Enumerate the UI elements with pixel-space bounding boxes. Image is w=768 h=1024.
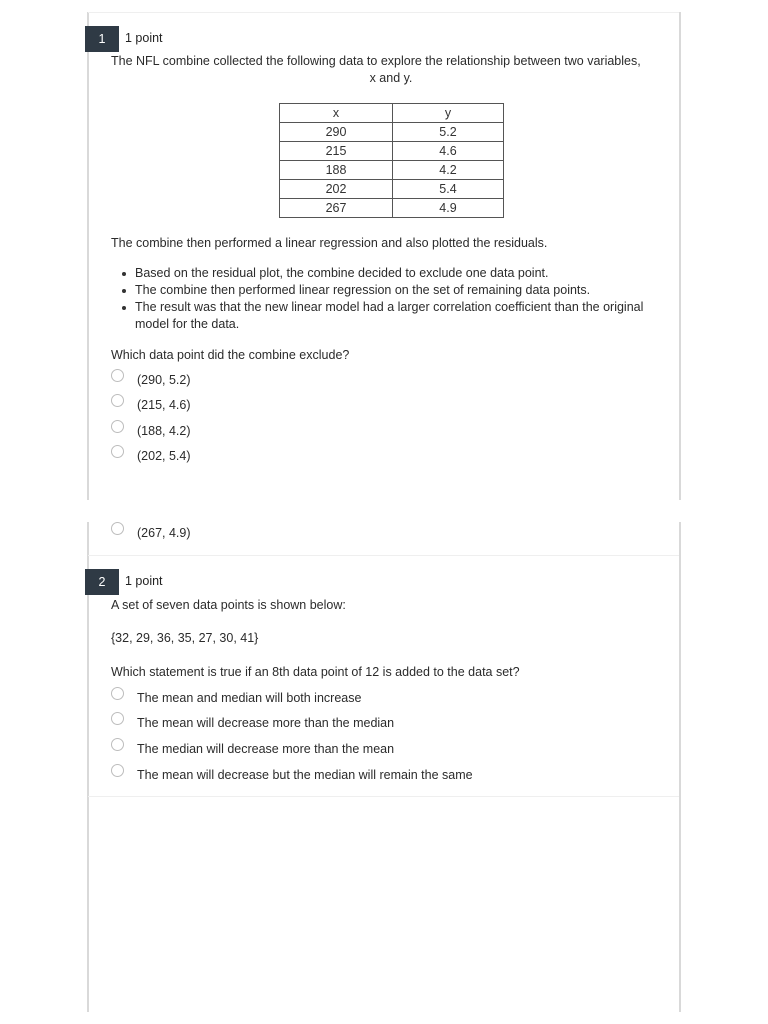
table-cell: 188: [280, 161, 393, 180]
question-end-divider: [88, 796, 679, 797]
answer-option[interactable]: [111, 421, 191, 441]
page-border-right-top: [679, 12, 681, 500]
table-header-row: [280, 104, 504, 123]
table-row: [280, 142, 504, 161]
table-header-y: y: [393, 104, 504, 123]
table-cell: 4.9: [393, 199, 504, 218]
option-label: (202, 5.4): [137, 449, 191, 463]
list-item: The combine then performed linear regression on the set of remaining data points.: [135, 282, 675, 299]
radio-button[interactable]: [111, 687, 124, 700]
table-cell: 4.6: [393, 142, 504, 161]
data-table: [279, 103, 504, 218]
table-cell: 267: [280, 199, 393, 218]
table-cell: 4.2: [393, 161, 504, 180]
answer-option[interactable]: [111, 765, 473, 785]
option-label: The mean will decrease but the median will remain the same: [137, 768, 473, 782]
data-set: {32, 29, 36, 35, 27, 30, 41}: [111, 631, 259, 645]
table-row: [280, 161, 504, 180]
bullet-list: [111, 265, 675, 333]
question-paragraph: The combine then performed a linear regression and also plotted the residuals.: [111, 236, 548, 250]
answer-option[interactable]: [111, 688, 361, 708]
table-cell: 290: [280, 123, 393, 142]
option-label: (188, 4.2): [137, 424, 191, 438]
page-border-right-bottom: [679, 522, 681, 1012]
radio-button[interactable]: [111, 420, 124, 433]
question-prompt-line2: x and y.: [369, 71, 413, 85]
table-row: [280, 123, 504, 142]
answer-option[interactable]: [111, 713, 394, 733]
answer-option[interactable]: [111, 523, 191, 543]
table-header-x: x: [280, 104, 393, 123]
page-top-divider: [88, 12, 679, 13]
option-label: (215, 4.6): [137, 398, 191, 412]
radio-button[interactable]: [111, 394, 124, 407]
answer-option[interactable]: [111, 370, 191, 390]
page-border-left-bottom: [87, 522, 89, 1012]
list-item: Based on the residual plot, the combine decided to exclude one data point.: [135, 265, 675, 282]
option-label: The mean and median will both increase: [137, 691, 362, 705]
radio-button[interactable]: [111, 764, 124, 777]
table-cell: 215: [280, 142, 393, 161]
question-number-badge: 2: [85, 569, 119, 595]
answer-option[interactable]: [111, 446, 191, 466]
table-cell: 5.2: [393, 123, 504, 142]
option-label: (267, 4.9): [137, 526, 191, 540]
answer-option[interactable]: [111, 739, 394, 759]
radio-button[interactable]: [111, 369, 124, 382]
question-text: Which statement is true if an 8th data point of 12 is added to the data set?: [111, 665, 520, 679]
list-item: The result was that the new linear model had a larger correlation coefficient than the original model for the data.: [135, 299, 675, 333]
question-points: 1 point: [125, 574, 163, 588]
radio-button[interactable]: [111, 445, 124, 458]
table-cell: 5.4: [393, 180, 504, 199]
question-prompt: A set of seven data points is shown below:: [111, 598, 346, 612]
answer-option[interactable]: [111, 395, 191, 415]
option-label: The median will decrease more than the mean: [137, 742, 395, 756]
question-divider: [88, 555, 679, 556]
table-row: [280, 199, 504, 218]
radio-button[interactable]: [111, 712, 124, 725]
question-prompt-line1: The NFL combine collected the following data to explore the relationship between two variables,: [111, 54, 641, 68]
radio-button[interactable]: [111, 738, 124, 751]
question-text: Which data point did the combine exclude?: [111, 348, 350, 362]
question-points: 1 point: [125, 31, 163, 45]
option-label: The mean will decrease more than the median: [137, 716, 395, 730]
option-label: (290, 5.2): [137, 373, 191, 387]
question-number-badge: 1: [85, 26, 119, 52]
radio-button[interactable]: [111, 522, 124, 535]
page-border-left-top: [87, 12, 89, 500]
table-cell: 202: [280, 180, 393, 199]
table-row: [280, 180, 504, 199]
